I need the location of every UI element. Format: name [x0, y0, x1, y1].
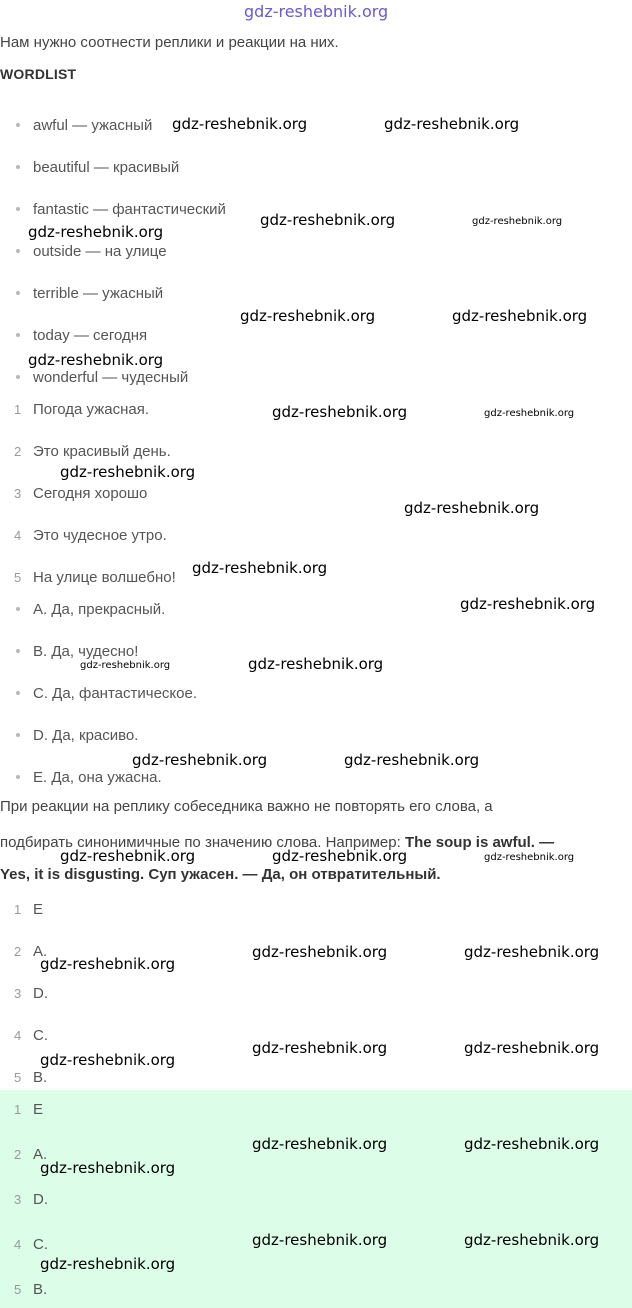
response-item: [0, 682, 197, 704]
response-text: C. Да, фантастическое.: [33, 684, 198, 702]
phrase-item: [0, 398, 149, 420]
watermark: gdz-reshebnik.org: [464, 1231, 600, 1249]
phrase-item: [0, 482, 147, 504]
answer-number: 3: [14, 985, 22, 1001]
response-item: [0, 766, 162, 788]
answer-text: D.: [33, 984, 48, 1002]
answer-item: [0, 1066, 47, 1088]
answer-text: C.: [33, 1235, 48, 1253]
response-item: [0, 724, 138, 746]
tip-line-3: [0, 866, 441, 883]
answer-text: A.: [33, 1145, 48, 1163]
answer-number: 2: [14, 1146, 22, 1162]
wordlist-item-text: awful — ужасный: [33, 116, 153, 134]
wordlist-item: [0, 366, 188, 388]
watermark: gdz-reshebnik.org: [192, 559, 328, 577]
watermark: gdz-reshebnik.org: [464, 1039, 600, 1057]
watermark: gdz-reshebnik.org: [240, 307, 376, 325]
response-text: B. Да, чудесно!: [33, 642, 139, 660]
phrase-text: Погода ужасная.: [33, 400, 150, 418]
watermark: gdz-reshebnik.org: [248, 655, 384, 673]
watermark: gdz-reshebnik.org: [172, 115, 308, 133]
bullet-icon: [16, 207, 20, 211]
watermark: gdz-reshebnik.org: [452, 307, 588, 325]
wordlist-item: [0, 240, 167, 262]
bullet-icon: [16, 291, 20, 295]
watermark: gdz-reshebnik.org: [344, 751, 480, 769]
phrase-number: 2: [14, 443, 22, 459]
wordlist-item-text: today — сегодня: [33, 326, 148, 344]
highlighted-answer-item: [0, 1188, 48, 1210]
watermark: gdz-reshebnik.org: [260, 211, 396, 229]
bullet-icon: [16, 123, 20, 127]
watermark: gdz-reshebnik.org: [40, 1159, 176, 1177]
watermark: gdz-reshebnik.org: [60, 847, 196, 865]
watermark: gdz-reshebnik.org: [40, 955, 176, 973]
tip-plain-text: подбирать синонимичные по значению слова. Например:: [0, 834, 405, 851]
bullet-icon: [16, 691, 20, 695]
phrase-number: 3: [14, 485, 22, 501]
watermark: gdz-reshebnik.org: [464, 1135, 600, 1153]
phrase-text: На улице волшебно!: [33, 568, 176, 586]
phrase-text: Это красивый день.: [33, 442, 171, 460]
wordlist-item: [0, 198, 226, 220]
phrase-item: [0, 440, 171, 462]
answer-text: D.: [33, 1190, 48, 1208]
bullet-icon: [16, 649, 20, 653]
watermark: gdz-reshebnik.org: [40, 1051, 176, 1069]
bullet-icon: [16, 733, 20, 737]
response-text: A. Да, прекрасный.: [33, 600, 166, 618]
watermark: gdz-reshebnik.org: [464, 943, 600, 961]
answer-number: 4: [14, 1027, 22, 1043]
watermark-top: gdz-reshebnik.org: [244, 2, 389, 21]
response-text: D. Да, красиво.: [33, 726, 139, 744]
wordlist-item-text: beautiful — красивый: [33, 158, 180, 176]
phrase-number: 1: [14, 401, 22, 417]
wordlist-item-text: terrible — ужасный: [33, 284, 164, 302]
answer-highlight-box: [0, 1090, 632, 1308]
watermark: gdz-reshebnik.org: [484, 408, 575, 419]
wordlist-item-text: fantastic — фантастический: [33, 200, 226, 218]
watermark: gdz-reshebnik.org: [404, 499, 540, 517]
wordlist-item-text: outside — на улице: [33, 242, 167, 260]
answer-number: 5: [14, 1281, 22, 1297]
response-item: [0, 598, 165, 620]
answer-item: [0, 1024, 48, 1046]
phrase-text: Сегодня хорошо: [33, 484, 148, 502]
response-item: [0, 640, 138, 662]
wordlist-item-text: wonderful — чудесный: [33, 368, 189, 386]
phrase-number: 5: [14, 569, 22, 585]
phrase-item: [0, 566, 176, 588]
answer-text: E: [33, 900, 44, 918]
bullet-icon: [16, 607, 20, 611]
watermark: gdz-reshebnik.org: [28, 223, 164, 241]
watermark: gdz-reshebnik.org: [60, 463, 196, 481]
answer-text: E: [33, 1100, 44, 1118]
answer-item: [0, 898, 43, 920]
bullet-icon: [16, 333, 20, 337]
watermark: gdz-reshebnik.org: [384, 115, 520, 133]
watermark: gdz-reshebnik.org: [272, 403, 408, 421]
response-text: E. Да, она ужасна.: [33, 768, 162, 786]
wordlist-item: [0, 156, 179, 178]
answer-number: 4: [14, 1236, 22, 1252]
answer-number: 2: [14, 943, 22, 959]
phrase-item: [0, 524, 167, 546]
answer-text: B.: [33, 1068, 48, 1086]
bullet-icon: [16, 775, 20, 779]
highlighted-answer-item: [0, 1233, 48, 1255]
watermark: gdz-reshebnik.org: [272, 847, 408, 865]
tip-line-1: При реакции на реплику собеседника важно не повторять его слова, а: [0, 798, 493, 815]
watermark: gdz-reshebnik.org: [252, 1231, 388, 1249]
bullet-icon: [16, 165, 20, 169]
highlighted-answer-item: [0, 1098, 43, 1120]
watermark: gdz-reshebnik.org: [252, 1135, 388, 1153]
bullet-icon: [16, 249, 20, 253]
wordlist-item: [0, 114, 152, 136]
intro-text: Нам нужно соотнести реплики и реакции на них.: [0, 34, 339, 51]
wordlist-item: [0, 282, 163, 304]
answer-number: 3: [14, 1191, 22, 1207]
highlighted-answer-item: [0, 1278, 47, 1300]
bullet-icon: [16, 375, 20, 379]
tip-example-translation: Yes, it is disgusting. Суп ужасен. — Да, он отвратительный.: [0, 866, 441, 883]
wordlist-item: [0, 324, 147, 346]
phrase-number: 4: [14, 527, 22, 543]
watermark: gdz-reshebnik.org: [484, 852, 575, 863]
answer-item: [0, 982, 48, 1004]
watermark: gdz-reshebnik.org: [460, 595, 596, 613]
tip-example-en: The soup is awful. —: [404, 834, 555, 851]
answer-number: 5: [14, 1069, 22, 1085]
watermark: gdz-reshebnik.org: [80, 660, 171, 671]
watermark: gdz-reshebnik.org: [28, 351, 164, 369]
watermark: gdz-reshebnik.org: [252, 1039, 388, 1057]
wordlist-heading: WORDLIST: [0, 66, 77, 82]
watermark: gdz-reshebnik.org: [132, 751, 268, 769]
watermark: gdz-reshebnik.org: [40, 1255, 176, 1273]
answer-text: B.: [33, 1280, 48, 1298]
watermark: gdz-reshebnik.org: [472, 216, 563, 227]
answer-text: C.: [33, 1026, 48, 1044]
watermark: gdz-reshebnik.org: [252, 943, 388, 961]
answer-number: 1: [14, 1101, 22, 1117]
answer-text: A.: [33, 942, 48, 960]
answer-number: 1: [14, 901, 22, 917]
phrase-text: Это чудесное утро.: [33, 526, 167, 544]
